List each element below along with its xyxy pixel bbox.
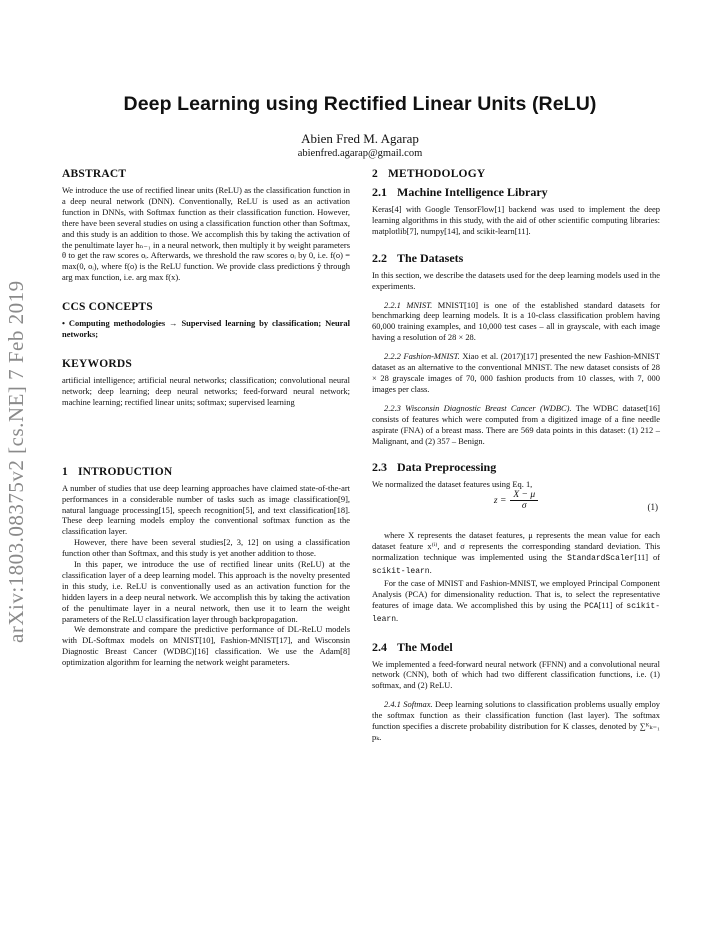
normalization-paragraph: where X represents the dataset features, μ represents the mean value for each dataset feature x⁽ⁱ⁾, and σ represents the corresponding standard deviation. This normalization technique was implemented using the StandardScaler[11] of scikit-learn.: [372, 530, 660, 577]
intro-paragraph-1: A number of studies that use deep learning approaches have claimed state-of-the-art performances in a considerable number of tasks such as image classification[9], natural language processing[15], speech recognition[5], and text classification[18]. These deep learning models employ the conventional softmax function as the classification layer.: [62, 482, 350, 537]
methodology-heading: 2 METHODOLOGY: [372, 168, 486, 180]
arxiv-identifier: arXiv:1803.08375v2 [cs.NE] 7 Feb 2019: [4, 280, 28, 644]
abstract-heading: ABSTRACT: [62, 168, 127, 180]
keywords-text: artificial intelligence; artificial neural networks; classification; convolutional neural network; deep learning; deep neural networks; feed-forward neural network; machine learning; rectified linear units; softmax; supervised learning: [62, 374, 350, 407]
wdbc-paragraph: 2.2.3 Wisconsin Diagnostic Breast Cancer (WDBC). The WDBC dataset[16] consists of features which were computed from a digitized image of a fine needle aspirate (FNA) of a breast mass. There are 569 data points in this dataset: (1) 212 – Malignant, and (2) 357 – Benign.: [372, 402, 660, 446]
intro-paragraph-4: We demonstrate and compare the predictive performance of DL-ReLU models with DL-Softmax models on MNIST[10], Fashion-MNIST[17], and Wisconsin Diagnostic Breast Cancer (WDBC)[16] classification. We use the Adam[8] optimization algorithm for learning the network weight parameters.: [62, 624, 350, 668]
introduction-heading: 1 INTRODUCTION: [62, 465, 173, 478]
abstract-text: We introduce the use of rectified linear units (ReLU) as the classification function in a deep neural network (DNN). Conventionally, ReLU is used as an activation function in DNNs, with Softmax function as their classification function. However, there have been several studies on using a classification function other than Softmax, and this study is an addition to those. We accomplish this by taking the activation of the penultimate layer hₙ₋₁ in a neural network, then multiply it by weight parameters θ to get the raw scores oᵢ. Afterwards, we threshold the raw scores oᵢ by 0, i.e. f(o) = max(0, oᵢ), where f(o) is the ReLU function. We provide class predictions ŷ through arg max function, i.e. arg max f(x).: [62, 185, 350, 283]
section-2-4-heading: 2.4 The Model: [372, 639, 453, 654]
mnist-paragraph: 2.2.1 MNIST. MNIST[10] is one of the established standard datasets for benchmarking deep learning models. It is a 10-class classification problem having 60,000 training examples, and 10,000 test cases – all in grayscale, with each image having a resolution of 28 × 28.: [372, 299, 661, 343]
softmax-paragraph: 2.4.1 Softmax. Deep learning solutions to classification problems usually employ the softmax function as their classification function (last layer). The softmax function specifies a discrete probability distribution for K classes, denoted by ∑ᴷₖ₌₁ pₖ.: [372, 699, 661, 742]
paper-title: Deep Learning using Rectified Linear Units (ReLU): [123, 93, 597, 115]
section-2-1-text: Keras[4] with Google TensorFlow[1] backend was used to implement the deep learning algorithms in this study, with the aid of other scientific computing libraries: matplotlib[7], numpy[14], and scikit-learn[11].: [372, 204, 660, 236]
equation-number: (1): [647, 502, 658, 513]
fashion-mnist-paragraph: 2.2.2 Fashion-MNIST. Xiao et al. (2017)[17] presented the new Fashion-MNIST dataset as an alternative to the conventional MNIST. The new dataset consists of 28 × 28 grayscale images of 70, 000 fashion products from 10 classes, with 7, 000 images per class.: [372, 351, 661, 394]
right-column: [372, 168, 660, 743]
section-2-2-heading: 2.2 The Datasets: [372, 250, 464, 265]
intro-paragraph-2: However, there have been several studies[2, 3, 12] on using a classification function other than Softmax, and this study is yet another addition to those.: [62, 537, 350, 559]
ccs-text: • Computing methodologies → Supervised learning by classification; Neural networks;: [62, 318, 350, 340]
intro-paragraph-3: In this paper, we introduce the use of rectified linear units (ReLU) at the classification layer of a deep learning model. This approach is the novelty presented in this study, i.e. ReLU is conventionally used as an activation function for the hidden layers in a deep neural network. We accomplish this by taking the activation of the penultimate layer in a neural network, then use it to learn the weight parameters of the ReLU classification layer through backpropagation.: [62, 559, 350, 624]
author-name: Abien Fred M. Agarap: [301, 131, 419, 146]
keywords-heading: KEYWORDS: [62, 357, 132, 370]
author-email: abienfred.agarap@gmail.com: [297, 148, 423, 159]
pca-paragraph: For the case of MNIST and Fashion-MNIST, we employed Principal Component Analysis (PCA) for dimensionality reduction. That is, to select the representative features of image data. We accomplished this by using the PCA[11] of scikit-learn.: [372, 577, 660, 624]
ccs-heading: CCS CONCEPTS: [62, 301, 153, 314]
section-2-3-heading: 2.3 Data Preprocessing: [372, 460, 497, 475]
equation-1: z = $\frac{X - \mu}{\sigma}$ (1): [493, 490, 658, 513]
section-2-1-heading: 2.1 Machine Intelligence Library: [372, 185, 548, 199]
left-column: [62, 168, 350, 668]
section-2-2-text: In this section, we describe the datasets used for the deep learning models used in the experiments.: [372, 269, 660, 291]
section-2-4-text: We implemented a feed-forward neural network (FFNN) and a convolutional neural network (CNN), both of which had two different classification functions, i.e. (1) softmax, and (2) ReLU.: [372, 658, 660, 691]
section-2-3-intro: We normalized the dataset features using Eq. 1,: [372, 479, 533, 490]
